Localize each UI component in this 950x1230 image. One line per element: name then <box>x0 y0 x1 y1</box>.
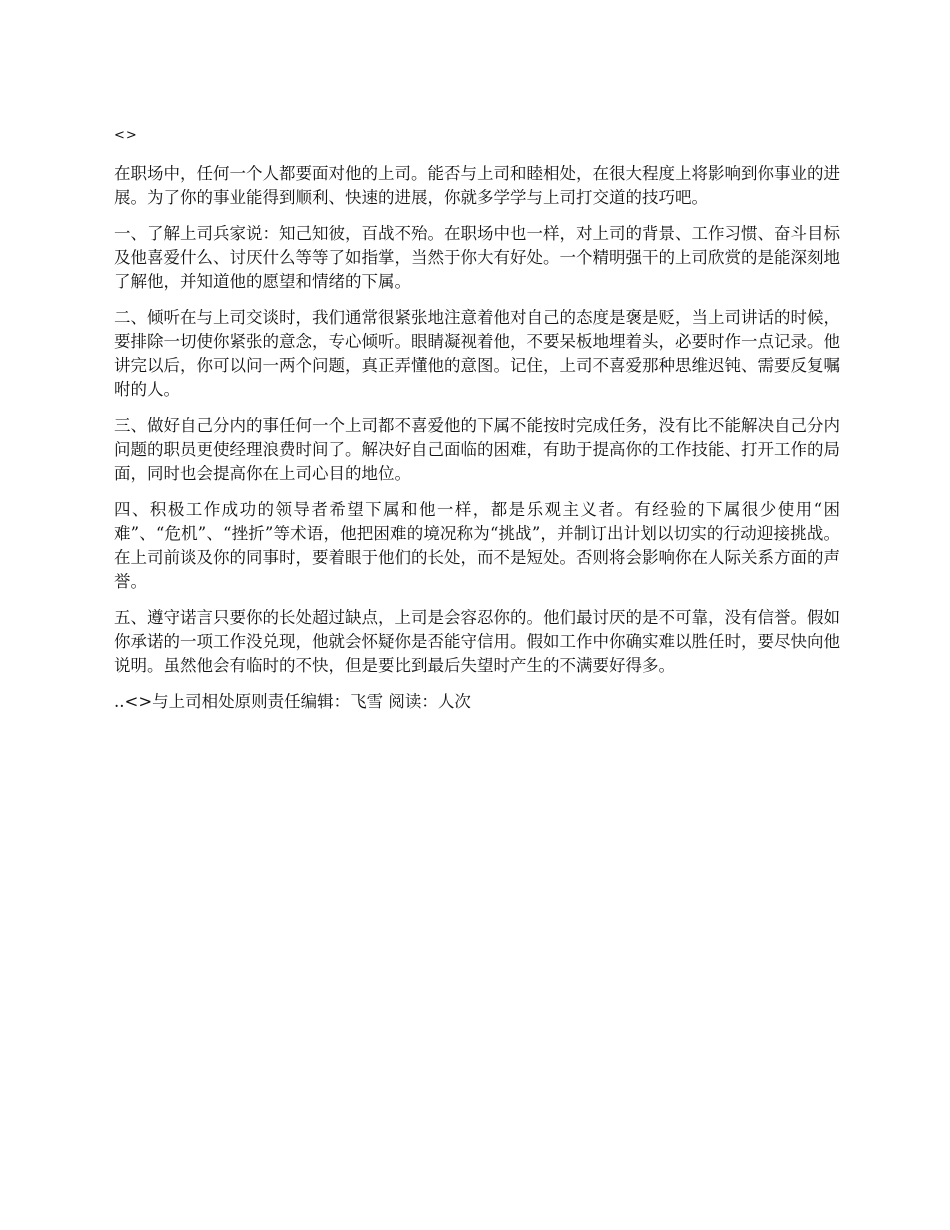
section-paragraph-1: 一、了解上司兵家说：知己知彼，百战不殆。在职场中也一样，对上司的背景、工作习惯、奋斗目标及他喜爱什么、讨厌什么等等了如指掌，当然于你大有好处。一个精明强干的上司欣赏的是能深刻地了解他，并知道他的愿望和情绪的下属。 <box>114 224 840 291</box>
intro-paragraph: 在职场中，任何一个人都要面对他的上司。能否与上司和睦相处，在很大程度上将影响到你事业的进展。为了你的事业能得到顺利、快速的进展，你就多学学与上司打交道的技巧吧。 <box>114 164 840 207</box>
section-paragraph-3: 三、做好自己分内的事任何一个上司都不喜爱他的下属不能按时完成任务，没有比不能解决自己分内问题的职员更使经理浪费时间了。解决好自己面临的困难，有助于提高你的工作技能、打开工作的局面，同时也会提高你在上司心目的地位。 <box>114 416 840 483</box>
section-paragraph-2: 二、倾听在与上司交谈时，我们通常很紧张地注意着他对自己的态度是褒是贬，当上司讲话的时候，要排除一切使你紧张的意念，专心倾听。眼睛凝视着他，不要呆板地埋着头，必要时作一点记录。他讲完以后，你可以问一两个问题，真正弄懂他的意图。记住，上司不喜爱那种思维迟钝、需要反复嘱咐的人。 <box>114 308 840 399</box>
document-page <box>114 126 840 714</box>
section-paragraph-5: 五、遵守诺言只要你的长处超过缺点，上司是会容忍你的。他们最讨厌的是不可靠，没有信誉。假如你承诺的一项工作没兑现，他就会怀疑你是否能守信用。假如工作中你确实难以胜任时，要尽快向他说明。虽然他会有临时的不快，但是要比到最后失望时产生的不满要好得多。 <box>114 608 840 675</box>
section-paragraph-4: 四、积极工作成功的领导者希望下属和他一样，都是乐观主义者。有经验的下属很少使用“困难”、“危机”、“挫折”等术语，他把困难的境况称为“挑战”，并制订出计划以切实的行动迎接挑战。在上司前谈及你的同事时，要着眼于他们的长处，而不是短处。否则将会影响你在人际关系方面的声誉。 <box>114 500 840 591</box>
footer-line: ..<>与上司相处原则责任编辑：飞雪 阅读：人次 <box>114 692 471 711</box>
header-mark: <> <box>114 128 138 143</box>
